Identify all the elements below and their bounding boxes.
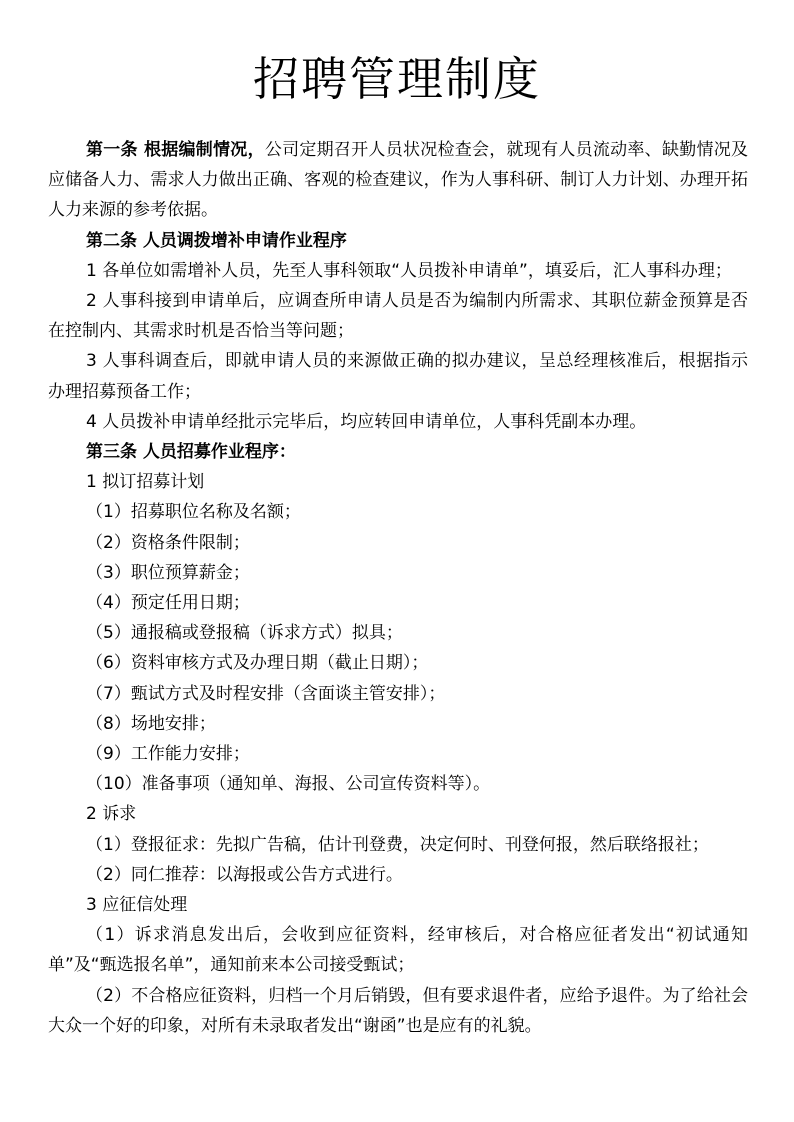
article-2-item: 4 人员拨补申请单经批示完毕后，均应转回申请单位，人事科凭副本办理。 (86, 411, 647, 432)
section-1-item: （8）场地安排； (86, 713, 216, 734)
section-2-item: （2）同仁推荐：以海报或公告方式进行。 (86, 864, 403, 885)
article-2-heading: 第二条 人员调拨增补申请作业程序 (86, 230, 347, 251)
article-1 (48, 135, 748, 226)
section-1-item: （9）工作能力安排； (86, 744, 250, 765)
section-1-item: （2）资格条件限制； (86, 532, 250, 553)
section-1-item: （10）准备事项（通知单、海报、公司宣传资料等）。 (86, 774, 491, 795)
section-1-item: （7）甄试方式及时程安排（含面谈主管安排）； (86, 683, 446, 704)
section-1-heading: 1 拟订招募计划 (86, 472, 205, 493)
article-3-heading: 第三条 人员招募作业程序： (86, 442, 296, 463)
document-title: 招聘管理制度 (253, 52, 541, 106)
section-1-item: （1）招募职位名称及名额； (86, 502, 301, 523)
section-1-item: （6）资料审核方式及办理日期（截止日期）； (86, 653, 429, 674)
article-1-text: 公司定期召开人员状况检查会，就现有人员流动率、缺勤情况及应储备人力、需求人力做出正确、客观的检查建议，作为人事科研、制订人力计划、办理开拓人力来源的参考依据。 (48, 140, 749, 221)
section-1-item: （5）通报稿或登报稿（诉求方式）拟具； (86, 623, 403, 644)
section-3-item: （1）诉求消息发出后，会收到应征资料，经审核后，对合格应征者发出“初试通知单”及“甄选报名单”，通知前来本公司接受甄试； (48, 925, 748, 976)
section-2-item: （1）登报征求：先拟广告稿，估计刊登费，决定何时、刊登何报，然后联络报社； (86, 834, 709, 855)
section-1-item: （4）预定任用日期； (86, 593, 250, 614)
section-2-heading: 2 诉求 (86, 804, 137, 825)
article-2-item: 1 各单位如需增补人员，先至人事科领取“人员拨补申请单”，填妥后，汇人事科办理； (86, 260, 732, 281)
article-2-item: 3 人事科调查后，即就申请人员的来源做正确的拟办建议，呈总经理核准后，根据指示办理招募预备工作； (48, 351, 748, 402)
article-1-heading: 第一条 根据编制情况， (86, 140, 265, 160)
article-2-item: 2 人事科接到申请单后，应调查所申请人员是否为编制内所需求、其职位薪金预算是否在控制内、其需求时机是否恰当等问题； (48, 291, 748, 342)
section-1-item: （3）职位预算薪金； (86, 562, 250, 583)
section-3-item: （2）不合格应征资料，归档一个月后销毁，但有要求退件者，应给予退件。为了给社会大众一个好的印象，对所有未录取者发出“谢函”也是应有的礼貌。 (48, 985, 748, 1036)
document-body (48, 135, 748, 1041)
section-3-heading: 3 应征信处理 (86, 895, 188, 916)
